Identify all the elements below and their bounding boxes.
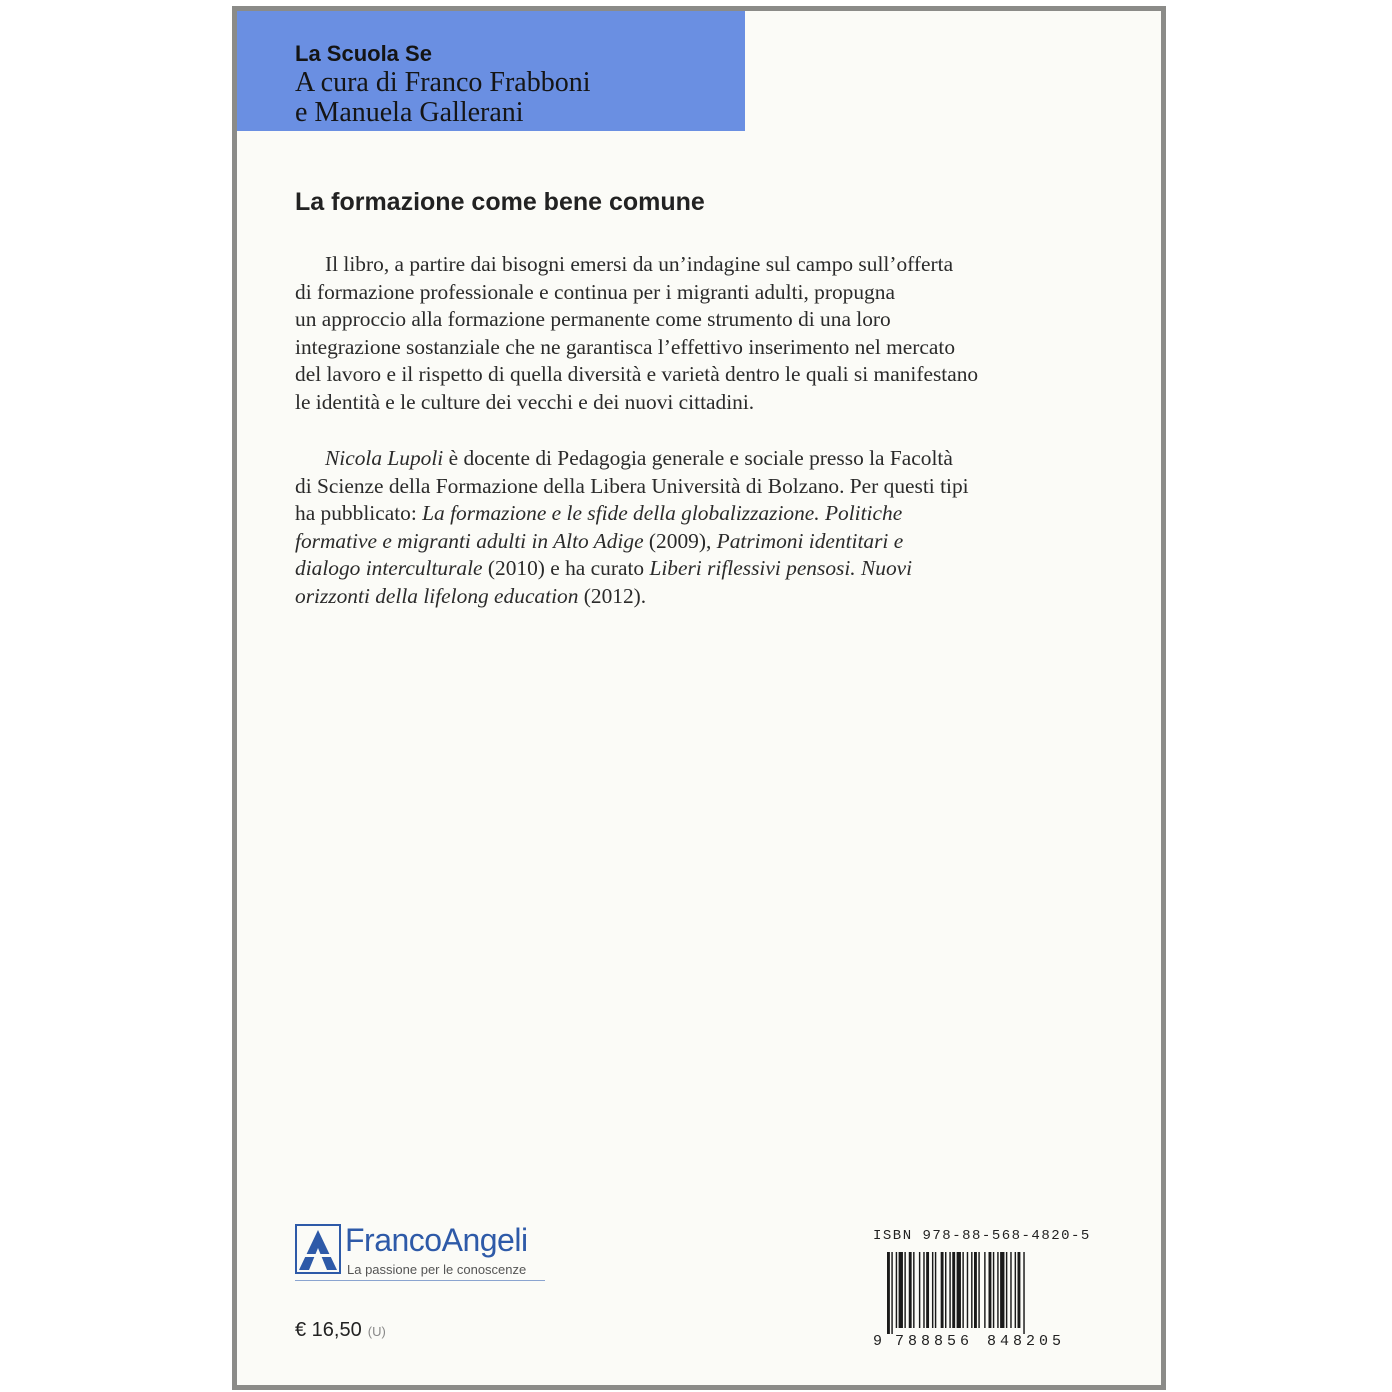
description-paragraph xyxy=(295,251,1085,416)
barcode-bar xyxy=(949,1252,950,1328)
barcode-bar xyxy=(899,1252,903,1328)
bio-line xyxy=(295,555,1085,583)
price-code: (U) xyxy=(367,1324,386,1339)
editors-line-1: A cura di Franco Frabboni xyxy=(295,67,591,98)
author-name: Nicola Lupoli xyxy=(325,446,444,470)
barcode-bar xyxy=(1006,1252,1007,1328)
barcode-bar xyxy=(913,1252,914,1328)
barcode-bar xyxy=(997,1252,998,1328)
barcode-bar xyxy=(887,1252,890,1334)
bio-text: (2010) e ha curato xyxy=(482,556,650,580)
barcode-bar xyxy=(909,1252,912,1328)
author-bio-paragraph xyxy=(295,445,1085,610)
barcode-digits-left: 788856 xyxy=(895,1333,974,1348)
barcode-bar xyxy=(952,1252,955,1328)
barcode-digit-first: 9 xyxy=(873,1333,883,1348)
description-line: del lavoro e il rispetto di quella diversità e varietà dentro le quali si manifestano xyxy=(295,362,979,386)
bio-line xyxy=(295,528,1085,556)
bio-line xyxy=(295,583,1085,611)
editors xyxy=(295,68,591,128)
description-line: le identità e le culture dei vecchi e dei nuovi cittadini. xyxy=(295,389,755,414)
barcode-bar xyxy=(932,1252,933,1328)
series-title: La Scuola Se xyxy=(295,41,432,66)
bio-text: ha pubblicato: xyxy=(295,501,423,525)
barcode-bar xyxy=(919,1252,920,1328)
barcode-bars-icon xyxy=(887,1252,1025,1334)
book-reference: Patrimoni identitari e xyxy=(716,528,904,553)
book-reference: dialogo interculturale xyxy=(295,556,483,580)
barcode-bar xyxy=(978,1252,979,1328)
series-header xyxy=(237,11,745,131)
price xyxy=(295,1319,386,1342)
barcode-bar xyxy=(974,1252,977,1328)
book-reference: formative e migranti adulti in Alto Adige xyxy=(295,528,644,553)
barcode-bar xyxy=(957,1252,961,1328)
barcode-bar xyxy=(941,1252,944,1328)
barcode-digits-right: 848205 xyxy=(987,1333,1066,1348)
bio-text: (2012). xyxy=(578,583,647,608)
francoangeli-logo-icon xyxy=(295,1224,341,1274)
price-amount: € 16,50 xyxy=(295,1319,362,1341)
description-line: un approccio alla formazione permanente come strumento di una loro xyxy=(295,307,891,331)
bio-line: di Scienze della Formazione della Libera Università di Bolzano. Per questi tipi xyxy=(295,473,969,498)
barcode-bar xyxy=(923,1252,924,1328)
description-line: Il libro, a partire dai bisogni emersi da un’indagine sul campo sull’offerta xyxy=(325,252,954,276)
barcode-bar xyxy=(945,1252,946,1328)
description-line: integrazione sostanziale che ne garantisca l’effettivo inserimento nel mercato xyxy=(295,334,956,359)
publisher-tagline: La passione per le conoscenze xyxy=(347,1262,527,1277)
logo-divider xyxy=(295,1280,545,1281)
barcode-bar xyxy=(935,1252,936,1328)
editors-line-2: e Manuela Gallerani xyxy=(295,97,524,128)
barcode-bar xyxy=(891,1252,892,1334)
bio-line xyxy=(295,445,1085,473)
barcode-bar xyxy=(1018,1252,1021,1328)
barcode-bar xyxy=(984,1252,985,1328)
book-back-cover xyxy=(232,6,1166,1390)
bio-text: (2009), xyxy=(643,528,717,553)
barcode-bar xyxy=(1000,1252,1004,1328)
barcode-bar xyxy=(1010,1252,1011,1328)
description-line: di formazione professionale e continua per i migranti adulti, propugna xyxy=(295,279,895,304)
isbn-barcode xyxy=(873,1248,1083,1348)
barcode-bar xyxy=(1015,1252,1016,1328)
barcode-bar xyxy=(1023,1252,1024,1334)
barcode-bar xyxy=(926,1252,929,1328)
barcode-bar xyxy=(904,1252,905,1328)
book-reference: La formazione e le sfide della globalizzazione. Politiche xyxy=(422,501,903,525)
barcode-bar xyxy=(967,1252,968,1328)
barcode-bar xyxy=(962,1252,963,1328)
barcode-bar xyxy=(896,1252,897,1328)
bio-line xyxy=(295,500,1085,528)
barcode-bar xyxy=(971,1252,972,1328)
book-reference: Liberi riflessivi pensosi. Nuovi xyxy=(649,556,913,580)
bio-text: è docente di Pedagogia generale e sociale presso la Facoltà xyxy=(443,446,953,470)
barcode-bar xyxy=(989,1252,992,1328)
book-reference: orizzonti della lifelong education xyxy=(295,583,579,608)
barcode-bar xyxy=(993,1252,994,1328)
isbn-label: ISBN 978-88-568-4820-5 xyxy=(873,1228,1091,1244)
book-title: La formazione come bene comune xyxy=(295,188,705,216)
publisher-name: FrancoAngeli xyxy=(345,1222,528,1258)
